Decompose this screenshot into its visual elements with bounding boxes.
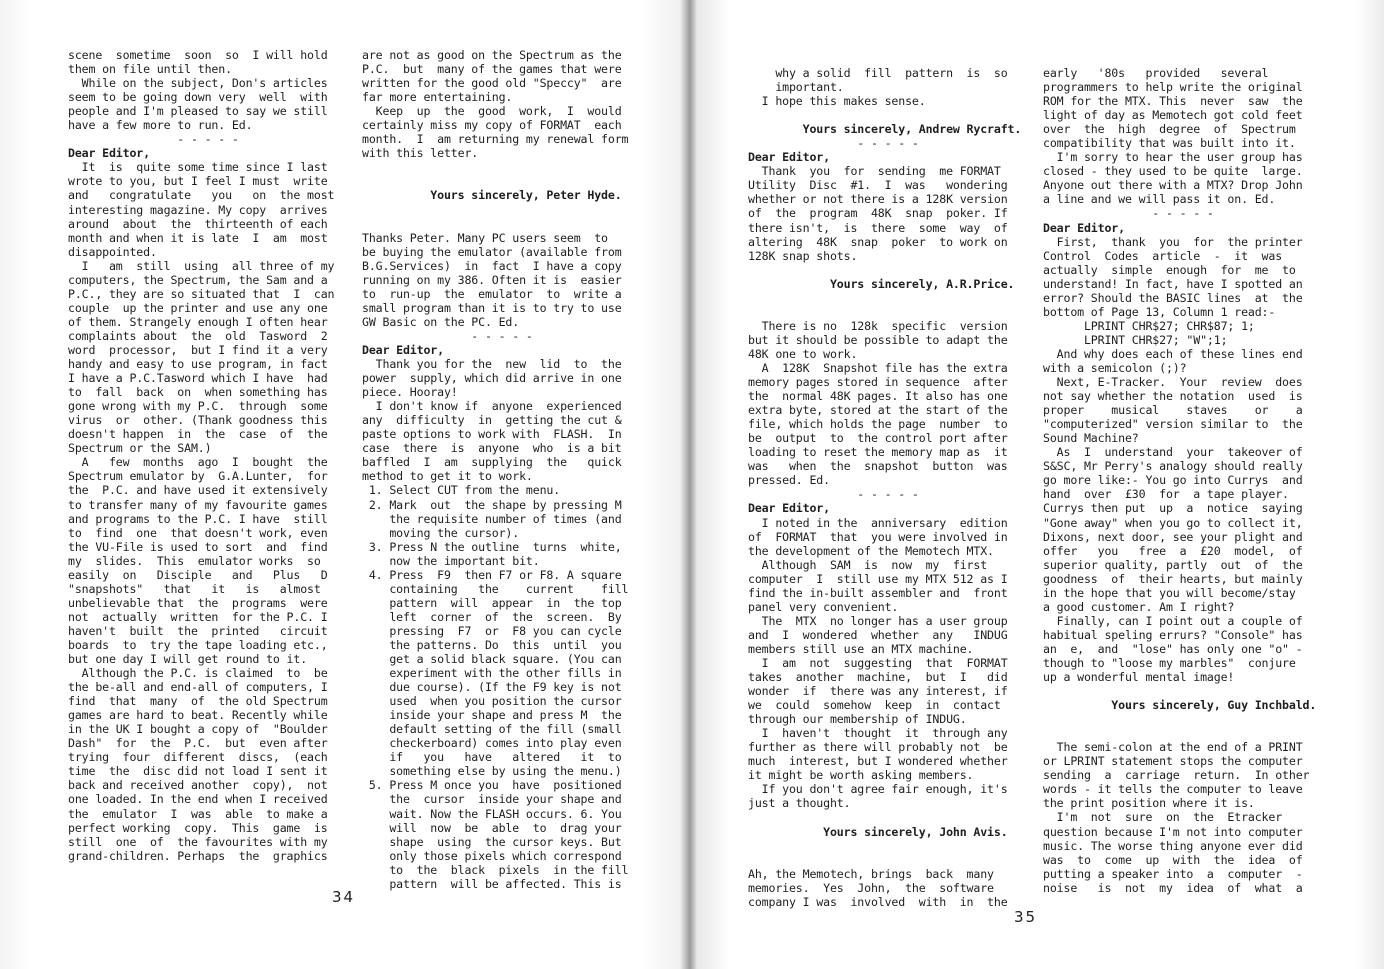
text-line: the be-all and end-all of computers, I — [68, 680, 328, 695]
text-line: altering 48K snap poker to work on — [748, 234, 1008, 249]
text-line: used when you position the cursor — [362, 694, 622, 709]
text-line: time the disc did not load I sent it — [68, 764, 328, 779]
text-line: of the program 48K snap poker. If — [748, 206, 1008, 221]
text-line: a line and we will pass it on. Ed. — [1043, 192, 1276, 207]
text-line: moving the cursor). — [362, 525, 520, 540]
text-line: of them. Strangely enough I often hear — [68, 314, 328, 329]
text-line: Dear Editor, — [362, 342, 444, 357]
text-line: takes another machine, but I did — [748, 670, 1008, 685]
text-line: A few months ago I bought the — [68, 455, 328, 470]
text-line: running on my 386. Often it is easier — [362, 272, 622, 287]
text-line: Spectrum or the SAM.) — [68, 441, 212, 456]
text-line: was when the snapshot button was — [748, 459, 1008, 474]
text-line: of FORMAT that you were involved in — [748, 529, 1008, 544]
text-line: company I was involved with in the — [748, 894, 1008, 909]
text-line: Yours sincerely, John Avis. — [748, 824, 1008, 839]
text-line: paste options to work with FLASH. In — [362, 427, 622, 442]
text-line: Currys then put up a notice saying — [1043, 501, 1303, 516]
text-line: "Gone away" when you go to collect it, — [1043, 515, 1303, 530]
text-line: the requisite number of times (and — [362, 511, 622, 526]
text-line — [1043, 684, 1316, 698]
text-line: actually simple enough for me to — [1043, 262, 1296, 277]
text-line: members still use an MTX machine. — [748, 641, 974, 656]
text-line: have a few more to run. Ed. — [68, 118, 253, 133]
text-line: GW Basic on the PC. Ed. — [362, 314, 520, 329]
text-line: doesn't happen in the case of the — [68, 427, 328, 442]
text-line: go more like:- You go into Currys and — [1043, 473, 1303, 488]
text-line: - - - - - — [68, 132, 239, 147]
text-line: much interest, but I wondered whether — [748, 754, 1008, 769]
text-line: interesting magazine. My copy arrives — [68, 202, 328, 217]
text-line — [748, 263, 1021, 277]
text-line: around about the thirteenth of each — [68, 216, 328, 231]
text-line: experiment with the other fills in — [362, 666, 622, 681]
text-line: words - it tells the computer to leave — [1043, 782, 1303, 797]
text-line: 5. Press M once you have positioned — [362, 778, 622, 793]
text-line: S&SC, Mr Perry's analogy should really — [1043, 459, 1303, 474]
text-line: checkerboard) comes into play even — [362, 736, 622, 751]
text-line: sending a carriage return. In other — [1043, 768, 1310, 783]
text-line: whether or not there is a 128K version — [748, 192, 1008, 207]
text-line: pressing F7 or F8 you can cycle — [362, 623, 622, 638]
text-line: be buying the emulator (available from — [362, 244, 622, 259]
text-line: one loaded. In the end when I received — [68, 792, 328, 807]
text-line: an e, and "lose" has only one "o" - — [1043, 641, 1303, 656]
text-line: bottom of Page 13, Column 1 read:- — [1043, 304, 1276, 319]
text-line: A 128K Snapshot file has the extra — [748, 360, 1008, 375]
text-line: the VU-File is used to sort and find — [68, 539, 328, 554]
text-line: seem to be going down very well with — [68, 90, 328, 105]
text-line: just a thought. — [748, 796, 851, 811]
text-line: through our membership of INDUG. — [748, 712, 967, 727]
page-34-column-2 — [362, 48, 628, 891]
text-line: loading to reset the memory map as it — [748, 445, 1008, 460]
text-line: important. — [748, 80, 844, 95]
text-line: I don't know if anyone experienced — [362, 399, 622, 414]
text-line: over the high degree of Spectrum — [1043, 122, 1296, 137]
text-line: As I understand your takeover of — [1043, 445, 1303, 460]
text-line: 3. Press N the outline turns white, — [362, 539, 622, 554]
text-line: It is quite some time since I last — [68, 160, 328, 175]
text-line: goodness of their hearts, but mainly — [1043, 571, 1303, 586]
text-line: but it should be possible to adapt the — [748, 332, 1008, 347]
text-line: - - - - - — [362, 328, 533, 343]
text-line: - - - - - — [1043, 206, 1214, 221]
text-line: P.C. but many of the games that were — [362, 62, 622, 77]
text-line: be output to the control port after — [748, 431, 1008, 446]
text-line: I haven't thought it through any — [748, 726, 1008, 741]
text-line: pattern will appear in the top — [362, 595, 622, 610]
text-line: month and when it is late I am most — [68, 230, 328, 245]
text-line: handy and easy to use program, in fact — [68, 357, 328, 372]
text-line: wait. Now the FLASH occurs. 6. You — [362, 806, 622, 821]
text-line: far more entertaining. — [362, 90, 513, 105]
text-line: the print position where it is. — [1043, 796, 1255, 811]
text-line: I'm sorry to hear the user group has — [1043, 150, 1303, 165]
text-line: First, thank you for the printer — [1043, 234, 1303, 249]
text-line: habitual speling errurs? "Console" has — [1043, 627, 1303, 642]
text-line: P.C., they are so situated that I can — [68, 286, 335, 301]
text-line: find that many of the old Spectrum — [68, 694, 328, 709]
text-line: wonder if there was any interest, if — [748, 684, 1008, 699]
text-line: any difficulty in getting the cut & — [362, 413, 622, 428]
text-line: memory pages stored in sequence after — [748, 375, 1008, 390]
text-line: up a wonderful mental image! — [1043, 670, 1235, 685]
text-line: the cursor inside your shape and — [362, 792, 622, 807]
text-line: The semi-colon at the end of a PRINT — [1043, 740, 1303, 755]
text-line: error? Should the BASIC lines at the — [1043, 290, 1303, 305]
text-line — [362, 217, 628, 231]
text-line: I have a P.C.Tasword which I have had — [68, 371, 328, 386]
text-line: default setting of the fill (small — [362, 722, 622, 737]
text-line: if you have altered it to — [362, 750, 622, 765]
page-35-column-2 — [1043, 66, 1316, 895]
text-line: virus or other. (Thank goodness this — [68, 413, 328, 428]
text-line: the normal 48K pages. It also has one — [748, 389, 1008, 404]
text-line: and congratulate you on the most — [68, 188, 335, 203]
text-line: further as there will probably not be — [748, 740, 1008, 755]
text-line: shape using the cursor keys. But — [362, 834, 622, 849]
text-line: 48K one to work. — [748, 346, 858, 361]
text-line: complaints about the old Tasword 2 — [68, 328, 328, 343]
text-line: early '80s provided several — [1043, 66, 1269, 80]
text-line: left corner of the screen. By — [362, 609, 622, 624]
text-line: something else by using the menu.) — [362, 764, 622, 779]
text-line: easily on Disciple and Plus D — [68, 567, 328, 582]
text-line: computer I still use my MTX 512 as I — [748, 571, 1008, 586]
text-line: but one day I will get round to it. — [68, 652, 308, 667]
text-line: case there is anyone who is a bit — [362, 441, 622, 456]
text-line: method to get it to work. — [362, 469, 533, 484]
text-line: hand over £30 for a tape player. — [1043, 487, 1289, 502]
text-line: we could somehow keep in contact — [748, 698, 1001, 713]
text-line: The MTX no longer has a user group — [748, 613, 1008, 628]
text-line — [748, 305, 1021, 319]
text-line: to transfer many of my favourite games — [68, 497, 328, 512]
text-line: inside your shape and press M the — [362, 708, 622, 723]
text-line: back and received another copy), not — [68, 778, 328, 793]
text-line: Sound Machine? — [1043, 431, 1139, 446]
text-line: was to come up with the idea of — [1043, 852, 1303, 867]
text-line: pattern will be affected. This is — [362, 876, 622, 891]
text-line: I am not suggesting that FORMAT — [748, 655, 1008, 670]
text-line: a good customer. Am I right? — [1043, 599, 1235, 614]
text-line: putting a speaker into a computer - — [1043, 866, 1303, 881]
text-line: and programs to the P.C. I have still — [68, 511, 328, 526]
page-34-column-1 — [68, 48, 334, 863]
text-line: "computerized" version similar to the — [1043, 417, 1303, 432]
text-line — [1043, 712, 1316, 726]
text-line: the emulator I was able to make a — [68, 806, 328, 821]
text-line: B.G.Services) in fact I have a copy — [362, 258, 622, 273]
text-line: haven't built the printed circuit — [68, 623, 328, 638]
text-line: them on file until then. — [68, 62, 232, 77]
text-line — [362, 174, 628, 188]
text-line: Keep up the good work, I would — [362, 104, 622, 119]
text-line: Finally, can I point out a couple of — [1043, 613, 1303, 628]
text-line: There is no 128k specific version — [748, 318, 1008, 333]
text-line: people and I'm pleased to say we still — [68, 104, 328, 119]
text-line — [362, 160, 628, 174]
text-line: "snapshots" that it is almost — [68, 581, 321, 596]
text-line: Yours sincerely, Guy Inchbald. — [1043, 698, 1317, 713]
text-line: it might be worth asking members. — [748, 768, 974, 783]
text-line: perfect working copy. This game is — [68, 820, 328, 835]
text-line: small program than it is to try to use — [362, 300, 622, 315]
text-line: file, which holds the page number to — [748, 417, 1008, 432]
text-line: get a solid black square. (You can — [362, 652, 622, 667]
text-line: and I wondered whether any INDUG — [748, 627, 1008, 642]
text-line: still one of the favourites with my — [68, 834, 328, 849]
text-line: If you don't agree fair enough, it's — [748, 782, 1008, 797]
text-line: gone wrong with my P.C. through some — [68, 399, 328, 414]
text-line: closed - they used to be quite large. — [1043, 164, 1303, 179]
text-line: due course). (If the F9 key is not — [362, 680, 622, 695]
text-line: Dear Editor, — [68, 146, 150, 161]
text-line: my slides. This emulator works so — [68, 553, 321, 568]
text-line: piece. Hooray! — [362, 385, 458, 400]
text-line — [748, 108, 1021, 122]
text-line: 128K snap shots. — [748, 248, 858, 263]
text-line: ROM for the MTX. This never saw the — [1043, 94, 1303, 109]
text-line: boards to try the tape loading etc., — [68, 637, 328, 652]
text-line: the patterns. Do this until you — [362, 637, 622, 652]
text-line: in the UK I bought a copy of "Boulder — [68, 722, 328, 737]
text-line: though to "loose my marbles" conjure — [1043, 655, 1296, 670]
text-line: 1. Select CUT from the menu. — [362, 483, 561, 498]
text-line: understand! In fact, have I spotted an — [1043, 276, 1303, 291]
text-line: - - - - - — [748, 136, 919, 151]
text-line: Thank you for the new lid to the — [362, 357, 622, 372]
text-line: LPRINT CHR$27; "W";1; — [1043, 332, 1228, 347]
text-line: proper musical staves or a — [1043, 403, 1303, 418]
text-line: superior quality, partly out of the — [1043, 557, 1303, 572]
text-line: only those pixels which correspond — [362, 848, 622, 863]
text-line: extra byte, stored at the start of the — [748, 403, 1008, 418]
text-line: Dear Editor, — [1043, 220, 1125, 235]
text-line: Yours sincerely, A.R.Price. — [748, 276, 1015, 291]
text-line: I hope this makes sense. — [748, 94, 926, 109]
text-line: computers, the Spectrum, the Sam and a — [68, 272, 328, 287]
text-line: Although SAM is now my first — [748, 557, 988, 572]
text-line: written for the good old "Speccy" are — [362, 76, 622, 91]
text-line: wrote to you, but I feel I must write — [68, 174, 328, 189]
text-line: panel very convenient. — [748, 599, 899, 614]
text-line: trying four different discs, (each — [68, 750, 328, 765]
text-line: word processor, but I find it a very — [68, 342, 328, 357]
text-line — [748, 810, 1021, 824]
text-line: there isn't, is there some way of — [748, 220, 1008, 235]
text-line: certainly miss my copy of FORMAT each — [362, 118, 622, 133]
text-line: music. The worse thing anyone ever did — [1043, 838, 1303, 853]
text-line — [362, 203, 628, 217]
text-line: LPRINT CHR$27; CHR$87; 1; — [1043, 318, 1255, 333]
text-line: to find one that doesn't work, even — [68, 525, 328, 540]
text-line: programmers to help write the original — [1043, 80, 1303, 95]
text-line: power supply, which did arrive in one — [362, 371, 622, 386]
text-line: Next, E-Tracker. Your review does — [1043, 375, 1303, 390]
text-line: why a solid fill pattern is so — [748, 66, 1008, 80]
text-line: now the important bit. — [362, 553, 540, 568]
text-line: Anyone out there with a MTX? Drop John — [1043, 178, 1303, 193]
text-line: Dear Editor, — [748, 501, 830, 516]
text-line: containing the current fill — [362, 581, 629, 596]
text-line: to the black pixels in the fill — [362, 862, 629, 877]
text-line: Utility Disc #1. I was wondering — [748, 178, 1008, 193]
text-line: Although the P.C. is claimed to be — [68, 666, 328, 681]
text-line: question because I'm not into computer — [1043, 824, 1303, 839]
text-line: 4. Press F9 then F7 or F8. A square — [362, 567, 622, 582]
text-line — [748, 853, 1021, 867]
text-line: Thanks Peter. Many PC users seem to — [362, 230, 608, 245]
page-number-35: 35 — [1014, 908, 1038, 926]
text-line: - - - - - — [748, 487, 919, 502]
text-line: are not as good on the Spectrum as the — [362, 48, 622, 62]
text-line: month. I am returning my renewal form — [362, 132, 629, 147]
text-line: Yours sincerely, Andrew Rycraft. — [748, 122, 1022, 137]
text-line: couple up the printer and use any one — [68, 300, 328, 315]
text-line: Thank you for sending me FORMAT — [748, 164, 1001, 179]
text-line: with this letter. — [362, 146, 479, 161]
text-line: 2. Mark out the shape by pressing M — [362, 497, 622, 512]
text-line: While on the subject, Don's articles — [68, 76, 328, 91]
text-line: I noted in the anniversary edition — [748, 515, 1008, 530]
text-line: I am still using all three of my — [68, 258, 335, 273]
text-line: pressed. Ed. — [748, 473, 830, 488]
text-line: compatibility that was built into it. — [1043, 136, 1296, 151]
text-line: I'm not sure on the Etracker — [1043, 810, 1283, 825]
text-line: noise is not my idea of what a — [1043, 880, 1303, 895]
text-line: to fall back on when something has — [68, 385, 328, 400]
text-line: offer you free a £20 model, of — [1043, 543, 1303, 558]
text-line: Dear Editor, — [748, 150, 830, 165]
text-line: Yours sincerely, Peter Hyde. — [362, 188, 622, 203]
text-line: the P.C. and have used it extensively — [68, 483, 328, 498]
text-line: memories. Yes John, the software — [748, 880, 994, 895]
text-line: Control Codes article - it was — [1043, 248, 1283, 263]
page-number-34: 34 — [332, 888, 356, 906]
text-line: find the in-built assembler and front — [748, 585, 1008, 600]
text-line — [748, 839, 1021, 853]
text-line — [1043, 726, 1316, 740]
text-line: Dixons, next door, see your plight and — [1043, 529, 1303, 544]
text-line: games are hard to beat. Recently while — [68, 708, 328, 723]
text-line: will now be able to drag your — [362, 820, 622, 835]
text-line: grand-children. Perhaps the graphics — [68, 848, 328, 863]
text-line: or LPRINT statement stops the computer — [1043, 754, 1303, 769]
text-line: And why does each of these lines end — [1043, 346, 1303, 361]
text-line: Spectrum emulator by G.A.Lunter, for — [68, 469, 328, 484]
text-line: scene sometime soon so I will hold — [68, 48, 328, 62]
text-line: light of day as Memotech got cold feet — [1043, 108, 1303, 123]
text-line: to run-up the emulator to write a — [362, 286, 622, 301]
text-line: not say whether the notation used is — [1043, 389, 1303, 404]
text-line — [748, 291, 1021, 305]
text-line: not actually written for the P.C. I — [68, 609, 328, 624]
text-line: disappointed. — [68, 244, 157, 259]
text-line: in the hope that you will become/stay — [1043, 585, 1296, 600]
page-35-column-1 — [748, 66, 1021, 909]
text-line: Dash" for the P.C. but even after — [68, 736, 328, 751]
text-line: with a semicolon (;)? — [1043, 360, 1187, 375]
text-line: Ah, the Memotech, brings back many — [748, 866, 994, 881]
text-line: the development of the Memotech MTX. — [748, 543, 994, 558]
text-line: baffled I am supplying the quick — [362, 455, 622, 470]
text-line: unbelievable that the programs were — [68, 595, 328, 610]
